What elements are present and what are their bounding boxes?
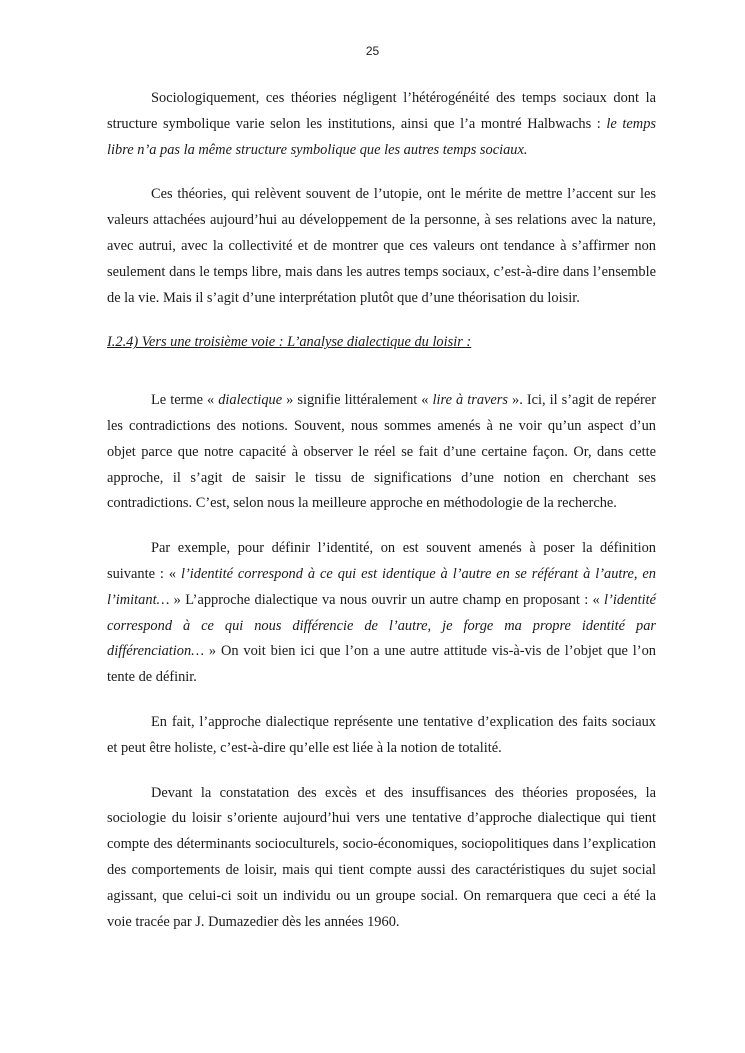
italic-term: lire à travers [432, 392, 508, 409]
paragraph-text: » L’approche dialectique va nous ouvrir un autre champ en proposant : « [169, 591, 605, 608]
section-heading: I.2.4) Vers une troisième voie : L’analyse dialectique du loisir : [107, 334, 472, 351]
paragraph-dialectique-definition [107, 388, 656, 517]
paragraph-text: Devant la constatation des excès et des insuffisances des théories proposées, la sociologie du loisir s’oriente aujourd’hui vers une tentative d’approche dialectique qui tient compte des déterminants socioculturels, socio-économiques, sociopolitiques dans l’explication des comportements de loisir, mais qui tient compte aussi des caractéristiques du sujet social agissant, que celui-ci soit un individu ou un groupe social. On remarquera que ceci a été la voie tracée par J. Dumazedier dès les années 1960. [107, 784, 656, 930]
paragraph-text: Par exemple, pour définir l’identité, on est souvent amenés à poser la définition suivante : « [107, 540, 656, 582]
paragraph-utopie [107, 182, 656, 311]
italic-quote: le temps libre n’a pas la même structure symbolique que les autres temps sociaux. [107, 115, 656, 158]
paragraph-halbwachs [107, 86, 656, 163]
page-number: 25 [365, 44, 380, 58]
italic-term: dialectique [218, 392, 283, 409]
italic-quote: l’identité correspond à ce qui est identique à l’autre en se référant à l’autre, en l’imitant… [107, 565, 656, 608]
paragraph-identite-example [107, 536, 656, 691]
document-body [107, 86, 656, 954]
paragraph-text: Le terme « [151, 392, 219, 409]
paragraph-text: En fait, l’approche dialectique représente une tentative d’explication des faits sociaux et peut être holiste, c’est-à-dire qu’elle est liée à la notion de totalité. [107, 713, 656, 756]
paragraph-text: Sociologiquement, ces théories négligent l’hétérogénéité des temps sociaux dont la structure symbolique varie selon les institutions, ainsi que l’a montré Halbwachs : [107, 90, 656, 132]
paragraph-text: ». Ici, il s’agit de repérer les contradictions des notions. Souvent, nous sommes amenés à ne voir qu’un aspect d’un objet parce que notre capacité à observer le réel se fait d’une certaine façon. Or, dans cette approche, il s’agit de saisir le tissu de significations d’une notion en cherchant ses contradictions. C’est, selon nous la meilleure approche en méthodologie de la recherche. [107, 392, 656, 512]
paragraph-text: Ces théories, qui relèvent souvent de l’utopie, ont le mérite de mettre l’accent sur les valeurs attachées aujourd’hui au développement de la personne, à ses relations avec la nature, avec autrui, avec la collectivité et de montrer que ces valeurs ont tendance à s’affirmer non seulement dans le temps libre, mais dans les autres temps sociaux, c’est-à-dire dans l’ensemble de la vie. Mais il s’agit d’une interprétation plutôt que d’une théorisation du loisir. [107, 186, 656, 306]
paragraph-text: » On voit bien ici que l’on a une autre attitude vis-à-vis de l’objet que l’on tente de définir. [107, 643, 656, 686]
italic-quote: l’identité correspond à ce qui nous différencie de l’autre, je forge ma propre identité par différenciation… [107, 591, 656, 660]
paragraph-dumazedier [107, 781, 656, 936]
paragraph-text: » signifie littéralement « [282, 392, 433, 409]
paragraph-holiste [107, 710, 656, 762]
